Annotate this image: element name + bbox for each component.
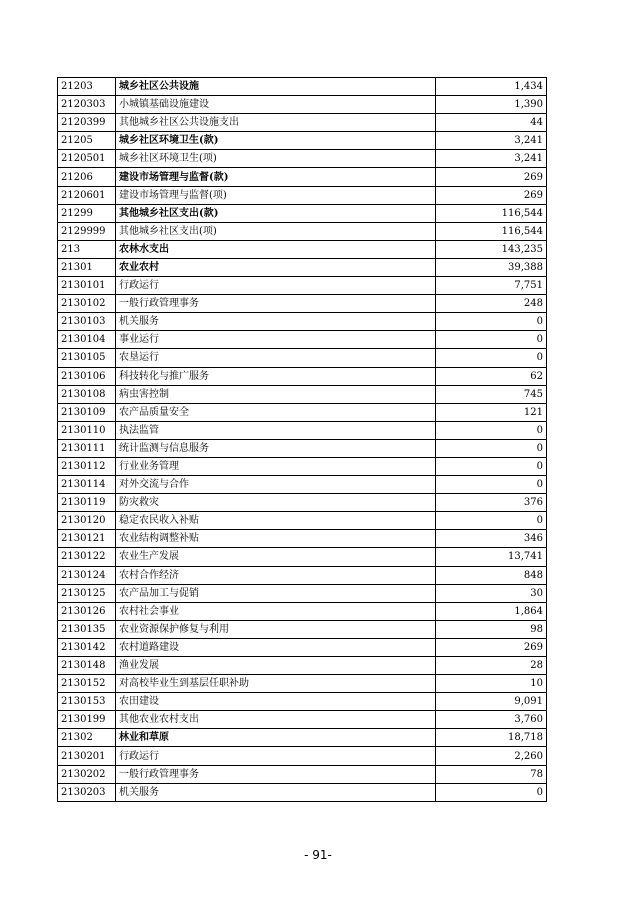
row-name-cell: 建设市场管理与监督(款) [116, 168, 436, 186]
row-amount-cell: 0 [436, 439, 547, 457]
row-amount-cell: 3,241 [436, 150, 547, 168]
table-row [58, 150, 547, 168]
table-row [58, 421, 547, 439]
table-row [58, 476, 547, 494]
row-amount-cell: 44 [436, 114, 547, 132]
row-amount-cell: 0 [436, 421, 547, 439]
table-body [58, 78, 547, 802]
row-code-cell: 2130114 [58, 476, 116, 494]
table-row [58, 240, 547, 258]
row-amount-cell: 7,751 [436, 277, 547, 295]
row-name-cell: 建设市场管理与监督(项) [116, 186, 436, 204]
table-row [58, 132, 547, 150]
row-code-cell: 21301 [58, 258, 116, 276]
row-code-cell: 21302 [58, 729, 116, 747]
row-name-cell: 对高校毕业生到基层任职补助 [116, 675, 436, 693]
row-amount-cell: 18,718 [436, 729, 547, 747]
row-name-cell: 科技转化与推广服务 [116, 367, 436, 385]
table-row [58, 657, 547, 675]
table-row [58, 114, 547, 132]
table-row [58, 186, 547, 204]
row-code-cell: 2130135 [58, 620, 116, 638]
row-name-cell: 稳定农民收入补贴 [116, 512, 436, 530]
row-name-cell: 其他农业农村支出 [116, 711, 436, 729]
row-name-cell: 农业结构调整补贴 [116, 530, 436, 548]
row-code-cell: 2130203 [58, 783, 116, 801]
row-name-cell: 执法监管 [116, 421, 436, 439]
budget-table [57, 77, 547, 802]
row-amount-cell: 745 [436, 385, 547, 403]
row-code-cell: 2130102 [58, 295, 116, 313]
row-name-cell: 行政运行 [116, 747, 436, 765]
row-name-cell: 其他城乡社区公共设施支出 [116, 114, 436, 132]
row-code-cell: 2130152 [58, 675, 116, 693]
row-amount-cell: 62 [436, 367, 547, 385]
row-name-cell: 农业资源保护修复与利用 [116, 620, 436, 638]
row-name-cell: 农垦运行 [116, 349, 436, 367]
row-amount-cell: 0 [436, 457, 547, 475]
row-amount-cell: 2,260 [436, 747, 547, 765]
row-code-cell: 2130121 [58, 530, 116, 548]
row-name-cell: 农村社会事业 [116, 602, 436, 620]
row-amount-cell: 0 [436, 331, 547, 349]
row-amount-cell: 3,760 [436, 711, 547, 729]
row-amount-cell: 116,544 [436, 222, 547, 240]
row-name-cell: 农村合作经济 [116, 566, 436, 584]
row-code-cell: 2130199 [58, 711, 116, 729]
row-name-cell: 城乡社区公共设施 [116, 78, 436, 96]
table-row [58, 403, 547, 421]
table-row [58, 204, 547, 222]
row-code-cell: 21206 [58, 168, 116, 186]
row-code-cell: 2130120 [58, 512, 116, 530]
row-name-cell: 农林水支出 [116, 240, 436, 258]
row-name-cell: 渔业发展 [116, 657, 436, 675]
row-amount-cell: 121 [436, 403, 547, 421]
row-name-cell: 对外交流与合作 [116, 476, 436, 494]
row-name-cell: 行业业务管理 [116, 457, 436, 475]
row-amount-cell: 269 [436, 638, 547, 656]
table-row [58, 548, 547, 566]
table-row [58, 494, 547, 512]
table-row [58, 620, 547, 638]
row-name-cell: 城乡社区环境卫生(款) [116, 132, 436, 150]
row-code-cell: 2130106 [58, 367, 116, 385]
table-row [58, 349, 547, 367]
table-row [58, 457, 547, 475]
table-row [58, 693, 547, 711]
row-code-cell: 2130201 [58, 747, 116, 765]
row-amount-cell: 848 [436, 566, 547, 584]
table-row [58, 331, 547, 349]
row-amount-cell: 3,241 [436, 132, 547, 150]
table-row [58, 566, 547, 584]
row-name-cell: 其他城乡社区支出(款) [116, 204, 436, 222]
row-amount-cell: 13,741 [436, 548, 547, 566]
row-amount-cell: 0 [436, 476, 547, 494]
row-amount-cell: 1,434 [436, 78, 547, 96]
row-code-cell: 2129999 [58, 222, 116, 240]
table-row [58, 530, 547, 548]
row-amount-cell: 39,388 [436, 258, 547, 276]
row-code-cell: 21205 [58, 132, 116, 150]
row-code-cell: 21203 [58, 78, 116, 96]
row-amount-cell: 1,390 [436, 96, 547, 114]
row-code-cell: 2130125 [58, 584, 116, 602]
table-row [58, 277, 547, 295]
row-code-cell: 2130112 [58, 457, 116, 475]
row-code-cell: 2130202 [58, 765, 116, 783]
table-row [58, 711, 547, 729]
table-row [58, 512, 547, 530]
row-name-cell: 农村道路建设 [116, 638, 436, 656]
table-row [58, 765, 547, 783]
row-amount-cell: 28 [436, 657, 547, 675]
row-amount-cell: 1,864 [436, 602, 547, 620]
row-code-cell: 2130122 [58, 548, 116, 566]
row-code-cell: 2130105 [58, 349, 116, 367]
row-amount-cell: 269 [436, 186, 547, 204]
row-name-cell: 防灾救灾 [116, 494, 436, 512]
row-amount-cell: 0 [436, 349, 547, 367]
row-name-cell: 小城镇基础设施建设 [116, 96, 436, 114]
row-amount-cell: 0 [436, 512, 547, 530]
table-row [58, 295, 547, 313]
row-amount-cell: 116,544 [436, 204, 547, 222]
row-amount-cell: 346 [436, 530, 547, 548]
table-row [58, 96, 547, 114]
row-amount-cell: 30 [436, 584, 547, 602]
row-code-cell: 21299 [58, 204, 116, 222]
table-row [58, 675, 547, 693]
row-name-cell: 机关服务 [116, 783, 436, 801]
row-name-cell: 农产品质量安全 [116, 403, 436, 421]
row-amount-cell: 248 [436, 295, 547, 313]
row-code-cell: 2130110 [58, 421, 116, 439]
row-code-cell: 2120399 [58, 114, 116, 132]
table-row [58, 258, 547, 276]
table-row [58, 439, 547, 457]
row-amount-cell: 9,091 [436, 693, 547, 711]
row-name-cell: 农业生产发展 [116, 548, 436, 566]
row-code-cell: 2120601 [58, 186, 116, 204]
row-code-cell: 2130119 [58, 494, 116, 512]
row-name-cell: 农产品加工与促销 [116, 584, 436, 602]
row-name-cell: 农田建设 [116, 693, 436, 711]
table-row [58, 584, 547, 602]
row-name-cell: 病虫害控制 [116, 385, 436, 403]
row-code-cell: 213 [58, 240, 116, 258]
row-amount-cell: 376 [436, 494, 547, 512]
row-code-cell: 2120303 [58, 96, 116, 114]
row-name-cell: 机关服务 [116, 313, 436, 331]
row-code-cell: 2130142 [58, 638, 116, 656]
row-code-cell: 2120501 [58, 150, 116, 168]
table-row [58, 385, 547, 403]
row-code-cell: 2130104 [58, 331, 116, 349]
row-amount-cell: 143,235 [436, 240, 547, 258]
table-row [58, 168, 547, 186]
row-amount-cell: 0 [436, 783, 547, 801]
table-row [58, 602, 547, 620]
table-row [58, 783, 547, 801]
table-row [58, 367, 547, 385]
row-amount-cell: 78 [436, 765, 547, 783]
row-name-cell: 行政运行 [116, 277, 436, 295]
row-code-cell: 2130109 [58, 403, 116, 421]
row-name-cell: 林业和草原 [116, 729, 436, 747]
row-code-cell: 2130108 [58, 385, 116, 403]
table-row [58, 222, 547, 240]
row-code-cell: 2130103 [58, 313, 116, 331]
row-amount-cell: 98 [436, 620, 547, 638]
row-code-cell: 2130148 [58, 657, 116, 675]
row-amount-cell: 0 [436, 313, 547, 331]
row-amount-cell: 269 [436, 168, 547, 186]
row-name-cell: 一般行政管理事务 [116, 765, 436, 783]
row-name-cell: 统计监测与信息服务 [116, 439, 436, 457]
row-amount-cell: 10 [436, 675, 547, 693]
table-row [58, 747, 547, 765]
row-name-cell: 一般行政管理事务 [116, 295, 436, 313]
row-name-cell: 农业农村 [116, 258, 436, 276]
row-code-cell: 2130153 [58, 693, 116, 711]
row-code-cell: 2130124 [58, 566, 116, 584]
table-row [58, 638, 547, 656]
row-code-cell: 2130111 [58, 439, 116, 457]
row-name-cell: 城乡社区环境卫生(项) [116, 150, 436, 168]
row-name-cell: 事业运行 [116, 331, 436, 349]
page-number: - 91- [304, 848, 332, 862]
table-row [58, 313, 547, 331]
table-row [58, 729, 547, 747]
table-row [58, 78, 547, 96]
row-code-cell: 2130126 [58, 602, 116, 620]
row-name-cell: 其他城乡社区支出(项) [116, 222, 436, 240]
row-code-cell: 2130101 [58, 277, 116, 295]
